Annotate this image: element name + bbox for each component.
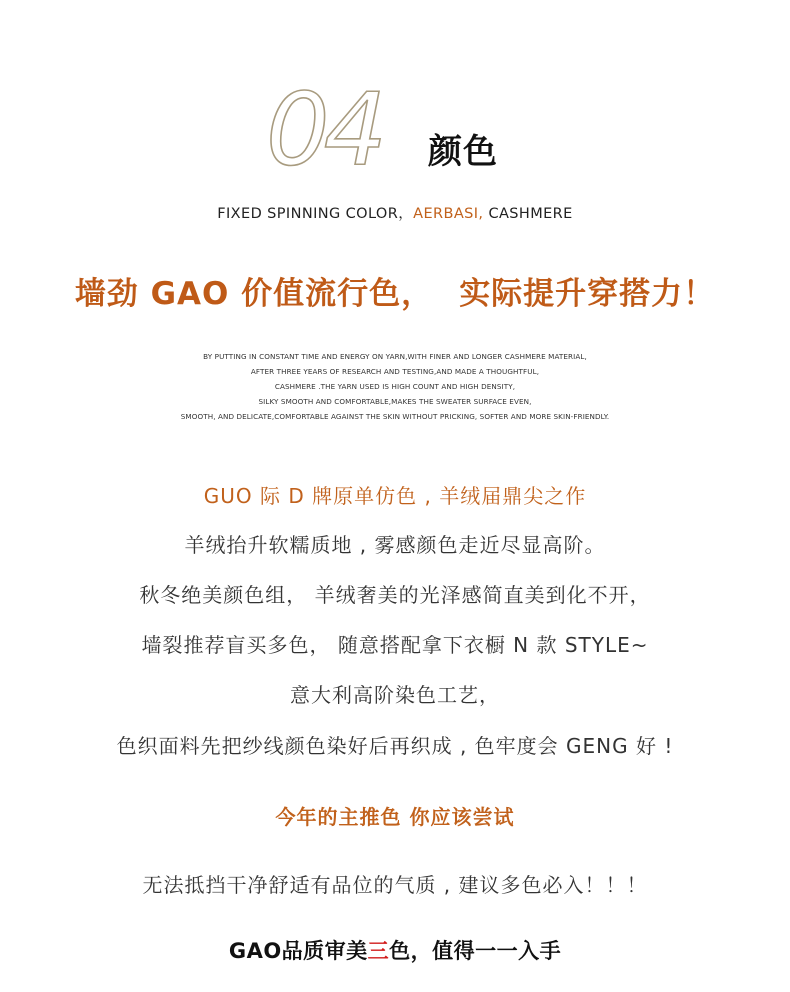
subtitle-part1: FIXED SPINNING COLOR， [217, 206, 414, 222]
recommendation-title: 今年的主推色 你应该尝试 [275, 805, 515, 829]
description-accent-line: GUO 际 D 牌原单仿色 , 羊绒届鼎尖之作 [203, 484, 587, 508]
subtitle [0, 202, 790, 223]
english-line: SMOOTH, AND DELICATE,COMFORTABLE AGAINST THE SKIN WITHOUT PRICKING, SOFTER AND MORE SKIN-FRIENDLY. [180, 412, 610, 421]
section-number [262, 78, 412, 178]
description-line: 墙裂推荐盲买多色， 随意搭配拿下衣橱 N 款 STYLE~ [141, 633, 649, 657]
description-line: 意大利高阶染色工艺， [290, 683, 500, 707]
closing-highlight: 三 [367, 939, 390, 963]
closing-part1: GAO品质审美 [228, 939, 368, 963]
headline-part1: 墙劲 GAO 价值流行色， [74, 276, 434, 312]
description-line: 色织面料先把纱线颜色染好后再织成 , 色牢度会 GENG 好 ! [116, 734, 674, 758]
closing-line [0, 935, 790, 965]
english-line: CASHMERE .THE YARN USED IS HIGH COUNT AND HIGH DENSITY, [274, 382, 516, 391]
description-line: 秋冬绝美颜色组， 羊绒奢美的光泽感简直美到化不开， [139, 583, 651, 607]
headline [0, 268, 790, 313]
subtitle-accent: AERBASI, [413, 206, 484, 222]
description-line: 羊绒抬升软糯质地 , 雾感颜色走近尽显高阶。 [184, 533, 606, 557]
section-title: 颜色 [428, 132, 498, 172]
headline-part2: 实际提升穿搭力！ [459, 276, 716, 312]
closing-part2: 色，值得一一入手 [389, 939, 562, 963]
recommendation-text: 无法抵挡干净舒适有品位的气质 , 建议多色必入！！！ [142, 873, 648, 897]
english-line: BY PUTTING IN CONSTANT TIME AND ENERGY ON YARN,WITH FINER AND LONGER CASHMERE MATERIAL, [203, 352, 587, 361]
english-line: SILKY SMOOTH AND COMFORTABLE,MAKES THE SWEATER SURFACE EVEN, [258, 397, 532, 406]
english-line: AFTER THREE YEARS OF RESEARCH AND TESTING,AND MADE A THOUGHTFUL, [250, 367, 540, 376]
svg-text:04: 04 [266, 78, 382, 178]
subtitle-part2: CASHMERE [483, 206, 573, 222]
